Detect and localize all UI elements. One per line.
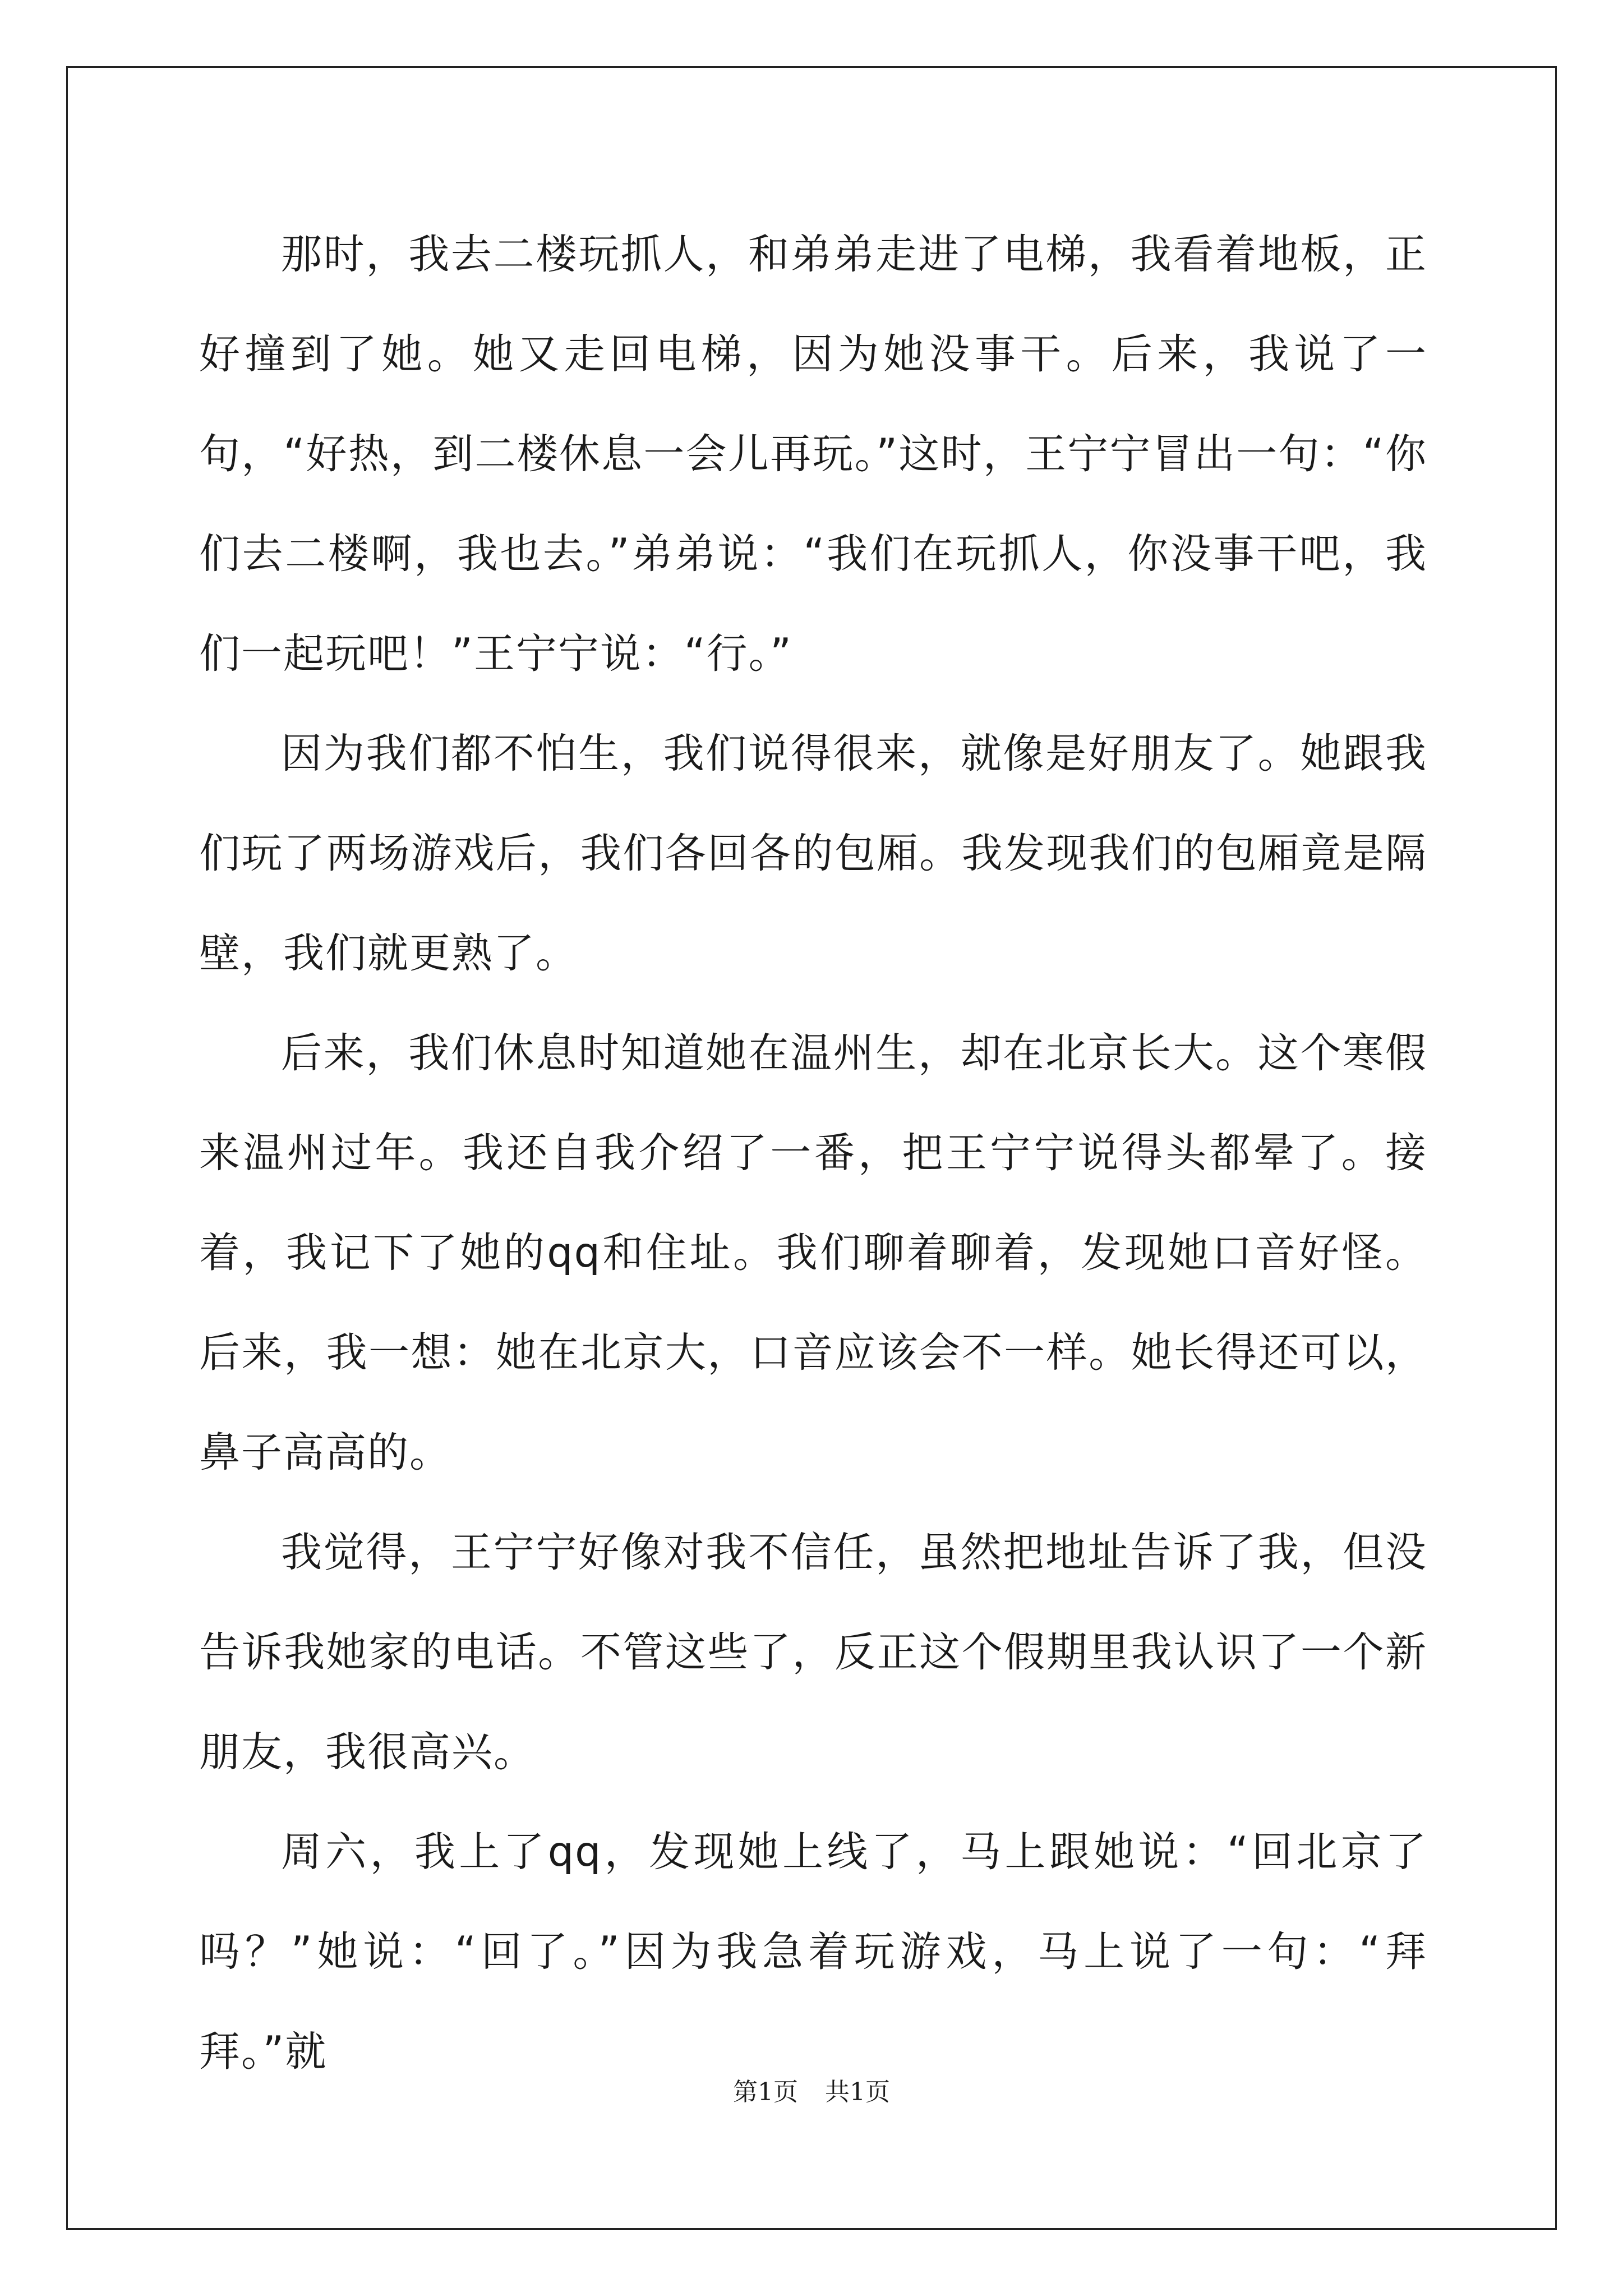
paragraph-1: 那时，我去二楼玩抓人，和弟弟走进了电梯，我看着地板，正好撞到了她。她又走回电梯，因为她没事干。后来，我说了一句，“好热，到二楼休息一会儿再玩。”这时，王宁宁冒出一句：“你们去二楼啊，我也去。”弟弟说：“我们在玩抓人，你没事干吧，我们一起玩吧！”王宁宁说：“行。” (199, 231, 1427, 678)
paragraph-4: 我觉得，王宁宁好像对我不信任，虽然把地址告诉了我，但没告诉我她家的电话。不管这些了，反正这个假期里我认识了一个新朋友，我很高兴。 (199, 1529, 1427, 1776)
page-total: 共1页 (825, 2078, 890, 2106)
page-footer (0, 2076, 1623, 2109)
document-body (199, 205, 1427, 2102)
paragraph-3: 后来，我们休息时知道她在温州生，却在北京长大。这个寒假来温州过年。我还自我介绍了一番，把王宁宁说得头都晕了。接着，我记下了她的qq和住址。我们聊着聊着，发现她口音好怪。后来，我一想：她在北京大，口音应该会不一样。她长得还可以，鼻子高高的。 (199, 1029, 1427, 1476)
paragraph-2: 因为我们都不怕生，我们说得很来，就像是好朋友了。她跟我们玩了两场游戏后，我们各回各的包厢。我发现我们的包厢竟是隔壁，我们就更熟了。 (199, 730, 1427, 977)
paragraph-5: 周六，我上了qq，发现她上线了，马上跟她说：“回北京了吗？”她说：“回了。”因为我急着玩游戏，马上说了一句：“拜拜。”就 (199, 1828, 1427, 2076)
page-number: 第1页 (733, 2078, 798, 2106)
